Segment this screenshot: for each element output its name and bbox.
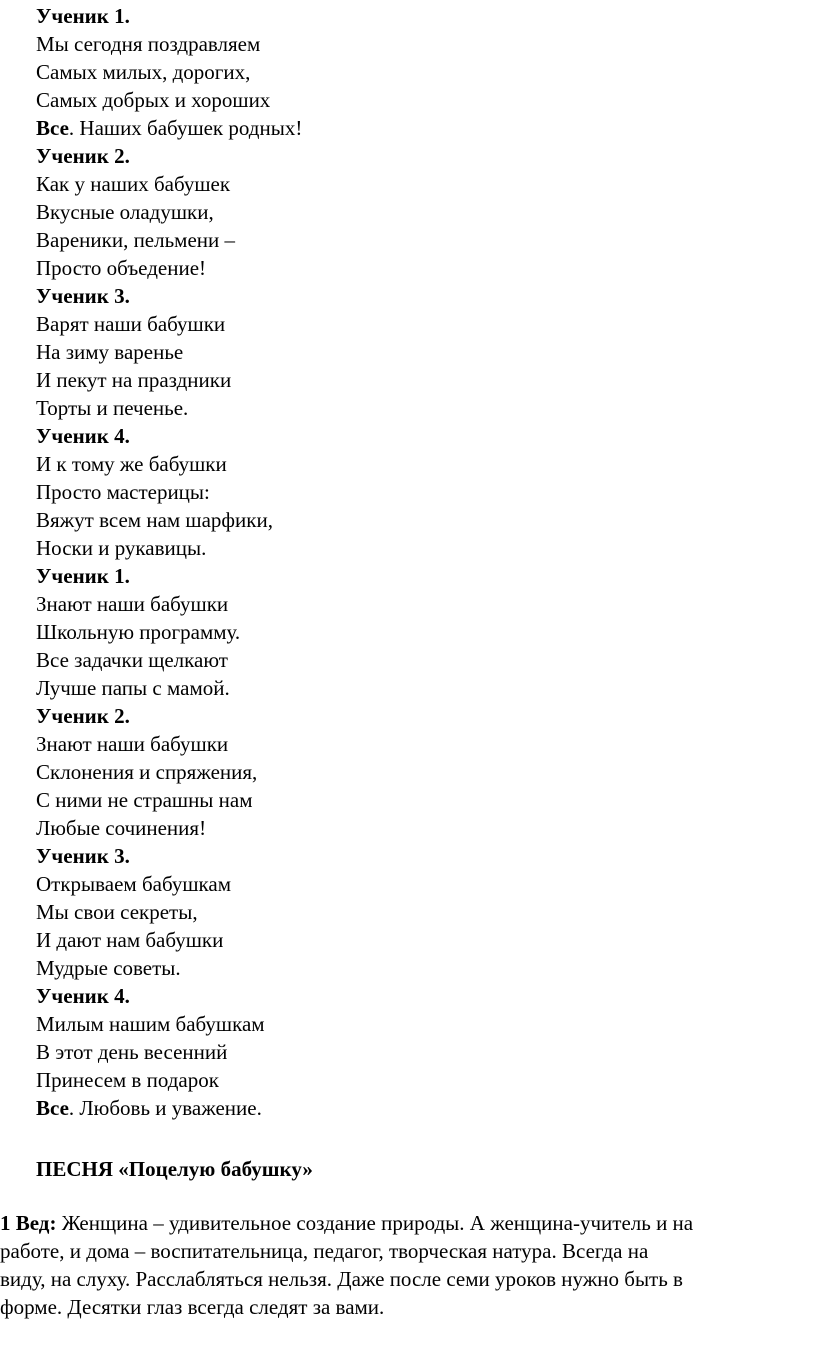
- host-line: форме. Десятки глаз всегда следят за вами.: [0, 1295, 385, 1319]
- chorus-text: . Наших бабушек родных!: [68, 116, 303, 140]
- speaker-label: Ученик 3.: [36, 844, 130, 868]
- poem-line: Просто объедение!: [36, 256, 207, 280]
- stanza: [36, 282, 796, 422]
- poem-line: Лучше папы с мамой.: [36, 676, 230, 700]
- poem-line: Знают наши бабушки: [36, 732, 229, 756]
- poem-line: С ними не страшны нам: [36, 788, 253, 812]
- poem-line: Знают наши бабушки: [36, 592, 229, 616]
- stanza: [36, 562, 796, 702]
- poem-line: Любые сочинения!: [36, 816, 207, 840]
- poem-line: Варят наши бабушки: [36, 312, 226, 336]
- chorus-label: Все: [36, 116, 69, 140]
- chorus-line: [36, 114, 796, 142]
- poem-line: Просто мастерицы:: [36, 480, 210, 504]
- song-title: ПЕСНЯ «Поцелую бабушку»: [36, 1157, 313, 1181]
- stanza: [36, 142, 796, 282]
- stanza: [36, 982, 796, 1122]
- poem-line: Носки и рукавицы.: [36, 536, 207, 560]
- poem-line: Самых милых, дорогих,: [36, 60, 251, 84]
- poem-line: Открываем бабушкам: [36, 872, 232, 896]
- chorus-line: [36, 1094, 796, 1122]
- host-line: [0, 1209, 816, 1237]
- poem-line: Милым нашим бабушкам: [36, 1012, 265, 1036]
- poem-line: Мы свои секреты,: [36, 900, 198, 924]
- stanza: [36, 702, 796, 842]
- host-line: работе, и дома – воспитательница, педагог, творческая натура. Всегда на: [0, 1239, 649, 1263]
- poem-line: На зиму варенье: [36, 340, 184, 364]
- host-line: виду, на слуху. Расслабляться нельзя. Даже после семи уроков нужно быть в: [0, 1267, 683, 1291]
- chorus-text: . Любовь и уважение.: [68, 1096, 262, 1120]
- poem-line: И дают нам бабушки: [36, 928, 224, 952]
- poem-line: И к тому же бабушки: [36, 452, 227, 476]
- speaker-label: Ученик 2.: [36, 704, 130, 728]
- poem-line: Принесем в подарок: [36, 1068, 219, 1092]
- poem-line: Вкусные оладушки,: [36, 200, 214, 224]
- poem-line: Склонения и спряжения,: [36, 760, 258, 784]
- poem-line: Вяжут всем нам шарфики,: [36, 508, 273, 532]
- host-paragraph: [0, 1209, 816, 1321]
- poem-line: В этот день весенний: [36, 1040, 228, 1064]
- poem-line: Все задачки щелкают: [36, 648, 228, 672]
- speaker-label: Ученик 2.: [36, 144, 130, 168]
- poem: [36, 2, 796, 1122]
- chorus-label: Все: [36, 1096, 69, 1120]
- speaker-label: Ученик 4.: [36, 984, 130, 1008]
- stanza: [36, 2, 796, 142]
- poem-line: Как у наших бабушек: [36, 172, 231, 196]
- poem-line: Вареники, пельмени –: [36, 228, 236, 252]
- poem-line: Мудрые советы.: [36, 956, 181, 980]
- host-colon: :: [49, 1211, 57, 1235]
- host-text: Женщина – удивительное создание природы. А женщина-учитель и на: [56, 1211, 694, 1235]
- host-label: 1 Вед: [0, 1211, 50, 1235]
- stanza: [36, 422, 796, 562]
- speaker-label: Ученик 3.: [36, 284, 130, 308]
- speaker-label: Ученик 1.: [36, 564, 130, 588]
- poem-line: Школьную программу.: [36, 620, 241, 644]
- stanza: [36, 842, 796, 982]
- poem-line: Мы сегодня поздравляем: [36, 32, 261, 56]
- poem-line: Самых добрых и хороших: [36, 88, 271, 112]
- poem-line: И пекут на праздники: [36, 368, 232, 392]
- speaker-label: Ученик 4.: [36, 424, 130, 448]
- speaker-label: Ученик 1.: [36, 4, 130, 28]
- poem-line: Торты и печенье.: [36, 396, 189, 420]
